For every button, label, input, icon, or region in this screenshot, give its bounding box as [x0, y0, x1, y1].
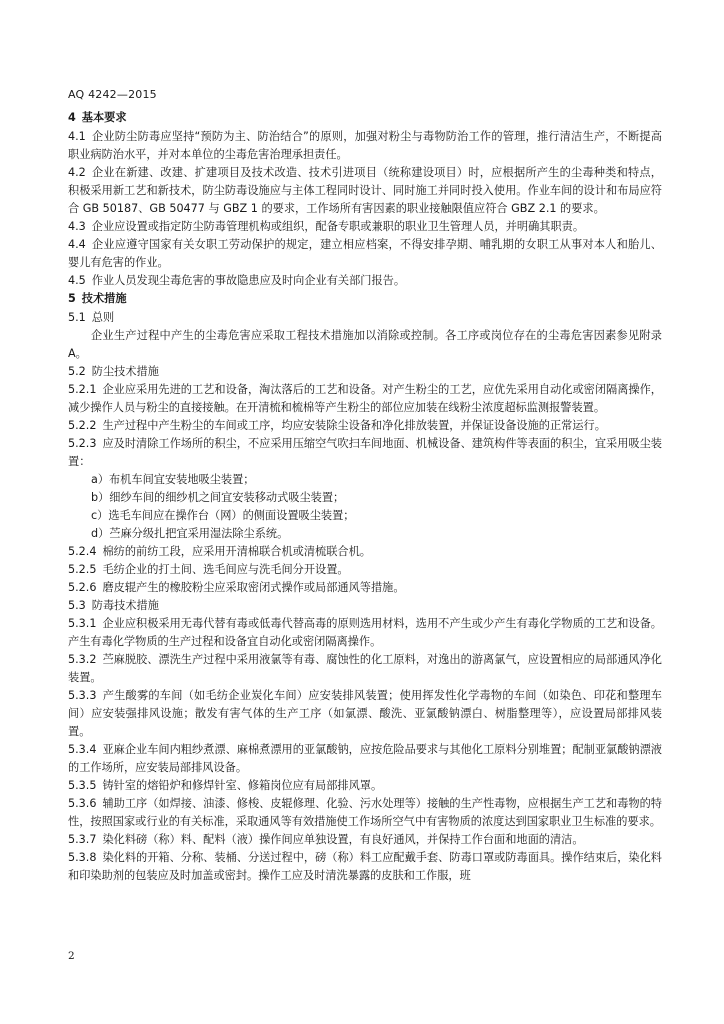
section-heading [68, 109, 662, 128]
clause-number: 5.3.4 [68, 743, 97, 756]
paragraph [68, 327, 662, 363]
clause-text: d）苎麻分级扎把宜采用湿法除尘系统。 [91, 527, 289, 540]
clause-number: 5.3.2 [68, 653, 97, 666]
clause-number: 5 [68, 292, 76, 305]
clause-text: 染化料磅（称）料、配料（液）操作间应单独设置，有良好通风，并保持工作台面和地面的清洁。 [102, 833, 584, 846]
clause-text: b）细纱车间的细纱机之间宜安装移动式吸尘装置； [91, 491, 345, 504]
page-number: 2 [68, 950, 75, 962]
clause-paragraph [68, 615, 662, 651]
clause-number: 4.5 [68, 274, 86, 287]
clause-paragraph [68, 687, 662, 741]
clause-paragraph [68, 849, 662, 885]
clause-number: 4 [68, 111, 76, 124]
clause-number: 5.3 [68, 599, 86, 612]
clause-text: a）布机车间宜安装地吸尘装置； [91, 473, 255, 486]
clause-text: 总则 [91, 311, 115, 324]
clause-text: 企业在新建、改建、扩建项目及技术改造、技术引进项目（统称建设项目）时，应根据所产生的尘毒种类和特点，积极采用新工艺和新技术，防尘防毒设施应与主体工程同时设计、同时施工并同时投入使用。作业车间的设计和布局应符合 GB 50187、GB 50477 与 GBZ 1 的要求，工作场所有害因素的职业接触限值应符合 GBZ 2.1 的要求。 [68, 166, 662, 215]
clause-number: 4.4 [68, 238, 86, 251]
clause-paragraph [68, 218, 662, 236]
clause-paragraph [68, 128, 662, 164]
clause-text: 作业人员发现尘毒危害的事故隐患应及时向企业有关部门报告。 [91, 274, 406, 287]
clause-number: 5.3.1 [68, 617, 97, 630]
clause-text: 产生酸雾的车间（如毛纺企业炭化车间）应安装排风装置；使用挥发性化学毒物的车间（如染色、印花和整理车间）应安装强排风设施；散发有害气体的生产工序（如氯漂、酸洗、亚氯酸钠漂白、树脂整理等），应设置局部排风装置。 [68, 689, 662, 738]
clause-number: 5.3.7 [68, 833, 97, 846]
clause-number: 5.2.4 [68, 545, 97, 558]
clause-number: 5.2 [68, 365, 86, 378]
section-heading [68, 290, 662, 309]
clause-text: 企业生产过程中产生的尘毒危害应采取工程技术措施加以消除或控制。各工序或岗位存在的尘毒危害因素参见附录 A。 [68, 329, 662, 360]
clause-paragraph [68, 543, 662, 561]
document-body [68, 109, 662, 885]
clause-text: 应及时清除工作场所的积尘，不应采用压缩空气吹扫车间地面、机械设备、建筑构件等表面的积尘，宜采用吸尘装置： [68, 437, 662, 468]
clause-number: 5.3.5 [68, 779, 97, 792]
clause-paragraph [68, 777, 662, 795]
clause-paragraph [68, 831, 662, 849]
clause-number: 5.1 [68, 311, 86, 324]
clause-text: 防尘技术措施 [91, 365, 159, 378]
clause-number: 5.2.3 [68, 437, 97, 450]
clause-number: 5.2.5 [68, 563, 97, 576]
clause-text: 棉纺的前纺工段，应采用开清棉联合机或清梳联合机。 [102, 545, 371, 558]
clause-paragraph [68, 561, 662, 579]
subsection-heading [68, 363, 662, 381]
clause-number: 4.1 [68, 130, 86, 143]
list-item [68, 507, 662, 525]
clause-paragraph [68, 417, 662, 435]
clause-text: 苎麻脱胶、漂洗生产过程中采用液氯等有毒、腐蚀性的化工原料，对逸出的游离氯气，应设置相应的局部通风净化装置。 [68, 653, 662, 684]
clause-paragraph [68, 164, 662, 218]
subsection-heading [68, 597, 662, 615]
clause-text: 毛纺企业的打土间、选毛间应与洗毛间分开设置。 [102, 563, 349, 576]
subsection-heading [68, 309, 662, 327]
clause-paragraph [68, 236, 662, 272]
clause-paragraph [68, 381, 662, 417]
list-item [68, 471, 662, 489]
clause-text: 企业应遵守国家有关女职工劳动保护的规定，建立相应档案，不得安排孕期、哺乳期的女职工从事对本人和胎儿、婴儿有危害的作业。 [68, 238, 662, 269]
clause-number: 4.2 [68, 166, 86, 179]
clause-text: 铸针室的熔铅炉和修焊针室、修箱岗位应有局部排风罩。 [102, 779, 383, 792]
clause-number: 5.2.6 [68, 581, 97, 594]
clause-text: 磨皮辊产生的橡胶粉尘应采取密闭式操作或局部通风等措施。 [102, 581, 405, 594]
list-item [68, 489, 662, 507]
clause-number: 5.3.8 [68, 851, 97, 864]
clause-paragraph [68, 272, 662, 290]
clause-text: 企业应积极采用无毒代替有毒或低毒代替高毒的原则选用材料，选用不产生或少产生有毒化学物质的工艺和设备。产生有毒化学物质的生产过程和设备宜自动化或密闭隔离操作。 [68, 617, 662, 648]
list-item [68, 525, 662, 543]
clause-paragraph [68, 741, 662, 777]
clause-text: 企业应采用先进的工艺和设备，淘汰落后的工艺和设备。对产生粉尘的工艺，应优先采用自动化或密闭隔离操作，减少操作人员与粉尘的直接接触。在开清梳和梳棉等产生粉尘的部位应加装在线粉尘浓度超标监测报警装置。 [68, 383, 662, 414]
clause-paragraph [68, 435, 662, 471]
clause-number: 5.2.1 [68, 383, 97, 396]
clause-text: 生产过程中产生粉尘的车间或工序，均应安装除尘设备和净化排放装置，并保证设备设施的正常运行。 [102, 419, 606, 432]
clause-paragraph [68, 651, 662, 687]
clause-paragraph [68, 795, 662, 831]
clause-text: 亚麻企业车间内粗纱煮漂、麻棉煮漂用的亚氯酸钠，应按危险品要求与其他化工原料分别堆置；配制亚氯酸钠漂液的工作场所，应安装局部排风设备。 [68, 743, 662, 774]
standard-code: AQ 4242—2015 [68, 88, 157, 101]
clause-number: 5.2.2 [68, 419, 97, 432]
clause-paragraph [68, 579, 662, 597]
clause-text: 企业防尘防毒应坚持“预防为主、防治结合”的原则，加强对粉尘与毒物防治工作的管理，推行清洁生产，不断提高职业病防治水平，并对本单位的尘毒危害治理承担责任。 [68, 130, 662, 161]
clause-text: 辅助工序（如焊接、油漆、修梭、皮辊修理、化验、污水处理等）接触的生产性毒物，应根据生产工艺和毒物的特性，按照国家或行业的有关标准，采取通风等有效措施使工作场所空气中有害物质的浓度达到国家职业卫生标准的要求。 [68, 797, 662, 828]
clause-text: 企业应设置或指定防尘防毒管理机构或组织，配备专职或兼职的职业卫生管理人员，并明确其职责。 [91, 220, 585, 233]
clause-text: c）选毛车间应在操作台（网）的侧面设置吸尘装置； [91, 509, 355, 522]
clause-text: 防毒技术措施 [91, 599, 159, 612]
clause-text: 技术措施 [81, 292, 127, 305]
clause-number: 4.3 [68, 220, 86, 233]
clause-number: 5.3.3 [68, 689, 97, 702]
clause-number: 5.3.6 [68, 797, 97, 810]
clause-text: 基本要求 [81, 111, 127, 124]
clause-text: 染化料的开箱、分称、装桶、分送过程中，磅（称）料工应配戴手套、防毒口罩或防毒面具。操作结束后，染化料和印染助剂的包装应及时加盖或密封。操作工应及时清洗暴露的皮肤和工作服，班 [68, 851, 662, 882]
